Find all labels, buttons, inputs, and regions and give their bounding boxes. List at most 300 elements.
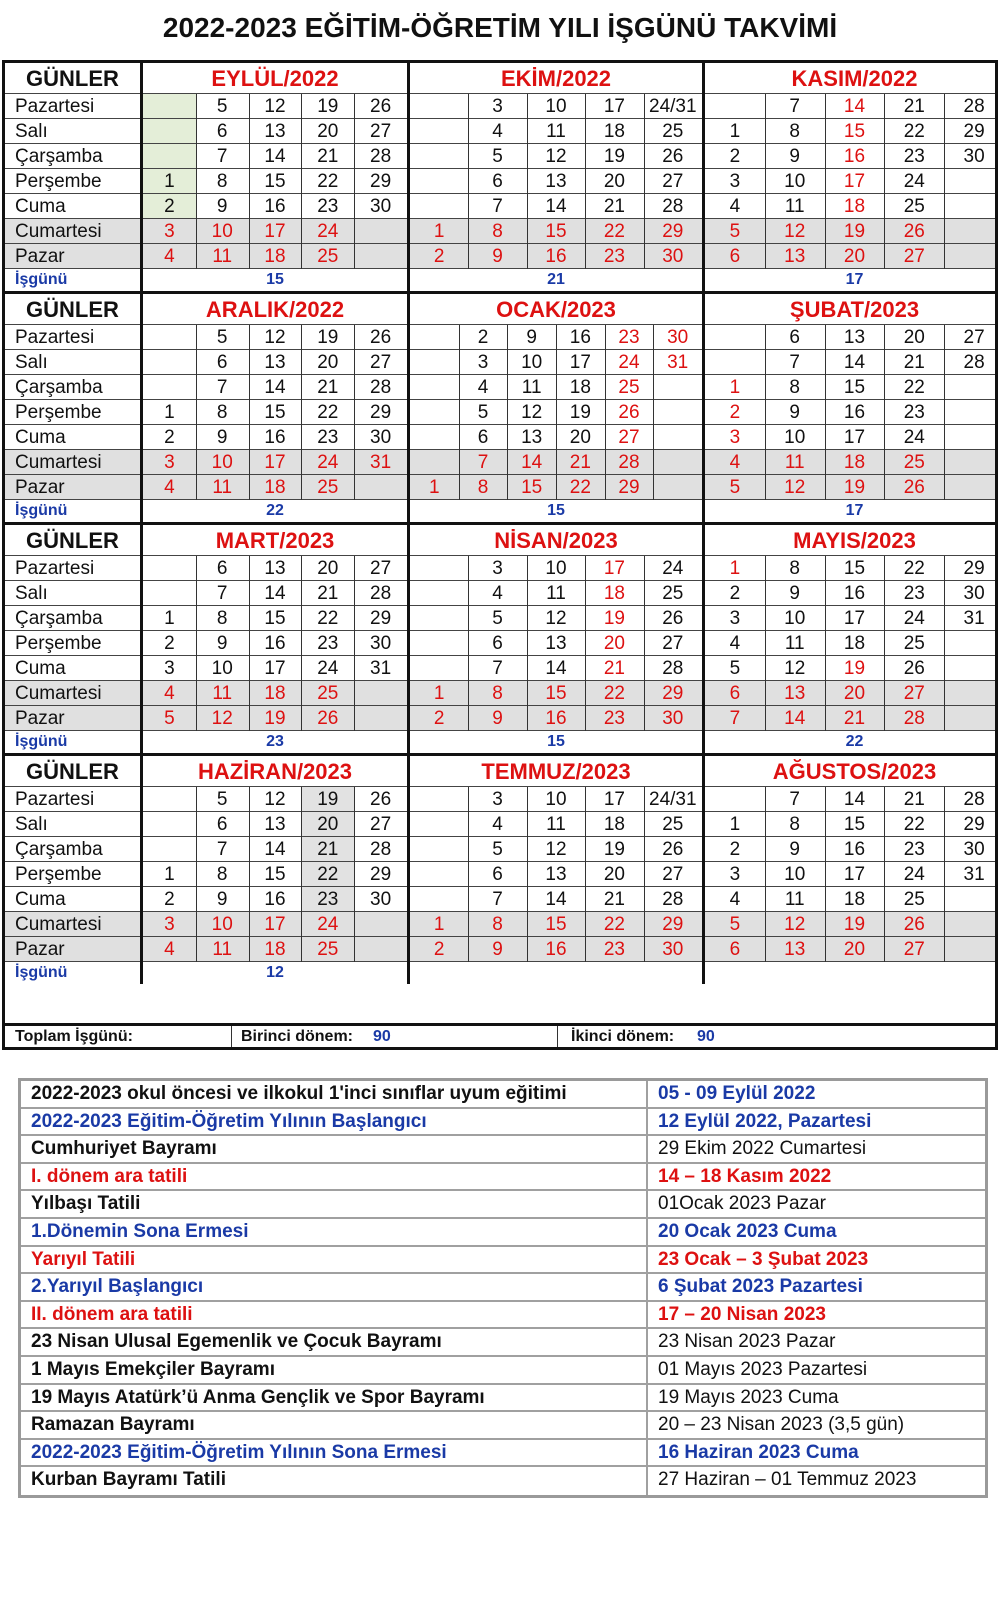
day-cell: 20 [317, 121, 339, 142]
grid-line [249, 94, 250, 269]
day-cell: 23 [603, 939, 625, 960]
day-row [5, 862, 995, 887]
day-cell [410, 862, 468, 887]
isgunu-label: İşgünü [15, 964, 68, 981]
day-name: Perşembe [15, 402, 102, 423]
day-cell: 3 [729, 171, 741, 192]
grid-line [301, 787, 302, 962]
grid-line [585, 94, 586, 269]
day-cell: 11 [546, 583, 566, 604]
day-cell: 17 [843, 171, 866, 192]
day-cell: 28 [370, 377, 392, 398]
day-name: Salı [15, 814, 48, 835]
day-cell: 3 [164, 452, 175, 473]
event-row [21, 1247, 985, 1275]
day-name: Pazar [15, 939, 65, 960]
grid-line [944, 556, 945, 731]
event-name: 23 Nisan Ulusal Egemenlik ve Çocuk Bayramı [31, 1331, 442, 1353]
day-cell: 20 [843, 939, 866, 960]
day-cell: 1 [729, 121, 741, 142]
day-cell [354, 475, 407, 500]
day-cell: 28 [662, 658, 684, 679]
day-cell: 24 [662, 558, 684, 579]
day-cell: 27 [662, 864, 684, 885]
day-cell: 10 [211, 658, 233, 679]
day-cell: 6 [216, 121, 228, 142]
grid-line [944, 787, 945, 962]
day-cell: 3 [492, 96, 503, 117]
day-cell: 12 [784, 658, 806, 679]
day-cell: 25 [317, 939, 339, 960]
day-cell: 13 [545, 864, 567, 885]
day-cell: 29 [963, 121, 985, 142]
block-header-row [5, 525, 995, 556]
grid-line [5, 268, 995, 269]
isgunu-value: 15 [266, 271, 284, 288]
day-name: Cuma [15, 196, 66, 217]
day-cell: 24 [618, 352, 640, 373]
grid-line [301, 325, 302, 500]
grid-line [5, 786, 995, 787]
day-cell: 10 [784, 608, 806, 629]
day-cell: 4 [729, 196, 741, 217]
day-cell [944, 656, 998, 681]
day-name: Çarşamba [15, 146, 103, 167]
isgunu-value: 15 [547, 502, 565, 519]
day-cell: 3 [492, 789, 503, 810]
isgunu-row [5, 500, 995, 522]
day-cell: 7 [216, 583, 228, 604]
day-name: Pazartesi [15, 327, 95, 348]
day-cell: 27 [662, 633, 684, 654]
day-cell: 26 [903, 914, 925, 935]
day-cell: 28 [903, 708, 925, 729]
day-cell: 26 [370, 789, 392, 810]
day-cell: 6 [492, 633, 503, 654]
day-cell: 29 [963, 558, 985, 579]
grid-line [5, 374, 995, 375]
grid-line [407, 525, 410, 753]
day-cell: 23 [903, 402, 925, 423]
events-table [18, 1078, 988, 1498]
day-name: Cumartesi [15, 683, 102, 704]
day-cell: 18 [603, 814, 625, 835]
day-cell: 11 [784, 196, 805, 217]
grid-line [644, 556, 645, 731]
day-cell: 31 [963, 608, 985, 629]
day-cell [653, 425, 702, 450]
day-cell: 16 [264, 427, 286, 448]
event-date: 29 Ekim 2022 Cumartesi [646, 1136, 986, 1162]
first-term-value: 90 [373, 1028, 391, 1045]
day-cell [143, 581, 196, 606]
day-cell [143, 812, 196, 837]
day-row [5, 219, 995, 244]
isgunu-label: İşgünü [15, 733, 68, 750]
day-row [5, 244, 995, 269]
day-cell: 12 [784, 221, 806, 242]
day-cell: 2 [729, 146, 741, 167]
day-cell: 4 [477, 377, 489, 398]
day-cell: 28 [963, 96, 985, 117]
grid-line [5, 474, 995, 475]
event-date: 01Ocak 2023 Pazar [646, 1191, 986, 1217]
grid-line [249, 787, 250, 962]
day-cell: 6 [492, 171, 503, 192]
day-cell: 28 [370, 146, 392, 167]
day-name: Cumartesi [15, 221, 102, 242]
day-cell: 16 [545, 708, 567, 729]
day-cell: 28 [662, 889, 684, 910]
grid-line [5, 961, 995, 962]
day-cell: 8 [789, 558, 800, 579]
day-cell: 25 [317, 477, 339, 498]
day-cell: 13 [264, 558, 286, 579]
day-cell: 15 [843, 814, 866, 835]
event-row [21, 1412, 985, 1440]
day-cell: 26 [370, 96, 392, 117]
day-cell [705, 325, 765, 350]
event-date: 23 Nisan 2023 Pazar [646, 1329, 986, 1355]
day-cell: 3 [729, 427, 741, 448]
day-cell: 5 [477, 402, 489, 423]
grid-line [5, 93, 995, 94]
isgunu-label: İşgünü [15, 271, 68, 288]
grid-line [527, 787, 528, 962]
day-cell [354, 681, 407, 706]
grid-line [5, 680, 995, 681]
day-cell: 20 [603, 864, 625, 885]
grid-line [527, 556, 528, 731]
day-cell: 15 [545, 221, 567, 242]
day-cell: 7 [789, 352, 800, 373]
day-cell: 12 [264, 327, 286, 348]
day-cell: 11 [212, 683, 233, 704]
grid-line [765, 325, 766, 500]
day-cell: 9 [492, 246, 503, 267]
grid-line [5, 143, 995, 144]
day-cell: 25 [317, 246, 339, 267]
day-cell: 7 [492, 658, 503, 679]
day-cell: 17 [603, 96, 625, 117]
day-cell: 31 [963, 864, 985, 885]
day-cell: 5 [164, 708, 175, 729]
event-row [21, 1274, 985, 1302]
day-cell: 9 [216, 427, 228, 448]
day-cell: 6 [729, 939, 741, 960]
day-cell: 27 [662, 171, 684, 192]
day-cell: 19 [603, 146, 625, 167]
day-cell: 4 [492, 121, 503, 142]
day-cell: 9 [789, 402, 800, 423]
day-cell: 6 [216, 814, 228, 835]
second-term-label: İkinci dönem: [571, 1028, 675, 1045]
grid-line [468, 556, 469, 731]
day-cell: 8 [492, 221, 503, 242]
event-date: 05 - 09 Eylül 2022 [646, 1081, 986, 1107]
day-cell: 14 [843, 96, 866, 117]
day-cell: 12 [211, 708, 233, 729]
day-cell: 18 [843, 889, 866, 910]
day-cell: 18 [264, 683, 286, 704]
day-cell: 17 [264, 452, 286, 473]
day-cell: 13 [521, 427, 543, 448]
isgunu-value: 21 [547, 271, 565, 288]
day-cell: 20 [317, 352, 339, 373]
day-cell [410, 400, 459, 425]
day-row [5, 450, 995, 475]
day-cell: 21 [903, 352, 925, 373]
grid-line [702, 525, 705, 753]
day-cell: 23 [903, 583, 925, 604]
grid-line [825, 325, 826, 500]
day-name: Perşembe [15, 864, 102, 885]
grid-line [5, 655, 995, 656]
calendar-block [5, 63, 995, 291]
day-cell: 21 [569, 452, 591, 473]
day-cell: 22 [317, 171, 339, 192]
event-row [21, 1164, 985, 1192]
day-cell: 26 [903, 658, 925, 679]
day-cell: 16 [569, 327, 591, 348]
day-cell: 3 [477, 352, 489, 373]
day-cell: 6 [216, 352, 228, 373]
day-cell: 26 [662, 839, 684, 860]
event-date: 17 – 20 Nisan 2023 [646, 1302, 986, 1328]
day-name: Perşembe [15, 171, 102, 192]
day-cell: 18 [843, 196, 866, 217]
day-cell: 27 [963, 327, 985, 348]
day-cell: 11 [784, 452, 805, 473]
month-title: NİSAN/2023 [494, 528, 618, 553]
day-cell: 10 [545, 96, 567, 117]
day-cell: 29 [370, 864, 392, 885]
day-row [5, 581, 995, 606]
day-cell: 30 [963, 583, 985, 604]
day-row [5, 606, 995, 631]
day-cell: 4 [164, 246, 175, 267]
day-cell: 5 [729, 914, 741, 935]
day-cell [410, 581, 468, 606]
grid-line [5, 218, 995, 219]
day-cell: 7 [729, 708, 741, 729]
day-cell: 23 [903, 839, 925, 860]
day-cell: 30 [963, 146, 985, 167]
day-cell: 29 [370, 171, 392, 192]
event-date: 01 Mayıs 2023 Pazartesi [646, 1357, 986, 1383]
calendar-block [5, 294, 995, 522]
grid-line [605, 325, 606, 500]
event-name: 2022-2023 Eğitim-Öğretim Yılının Başlangıcı [31, 1110, 427, 1132]
day-cell: 28 [662, 196, 684, 217]
day-cell: 5 [216, 327, 228, 348]
event-date: 19 Mayıs 2023 Cuma [646, 1385, 986, 1411]
event-row [21, 1219, 985, 1247]
day-cell: 16 [264, 889, 286, 910]
day-cell: 24 [903, 608, 925, 629]
page-title: 2022-2023 EĞİTİM-ÖĞRETİM YILI İŞGÜNÜ TAKVİMİ [162, 12, 838, 43]
day-cell: 14 [264, 377, 286, 398]
day-name: Cuma [15, 427, 66, 448]
day-cell: 20 [843, 683, 866, 704]
day-row [5, 350, 995, 375]
day-cell: 14 [264, 146, 286, 167]
day-cell: 12 [545, 608, 567, 629]
month-title: KASIM/2022 [791, 66, 918, 91]
day-cell [354, 219, 407, 244]
event-row [21, 1385, 985, 1413]
day-cell: 28 [370, 839, 392, 860]
day-cell: 10 [545, 789, 567, 810]
day-cell: 21 [603, 889, 625, 910]
day-name: Cumartesi [15, 452, 102, 473]
day-cell: 26 [903, 477, 925, 498]
grid-line [468, 94, 469, 269]
day-cell [410, 194, 468, 219]
day-cell: 2 [164, 633, 175, 654]
day-cell: 30 [662, 939, 684, 960]
total-label: Toplam İşgünü: [15, 1028, 133, 1045]
day-cell: 29 [662, 683, 684, 704]
day-cell: 9 [216, 633, 228, 654]
day-cell: 4 [492, 814, 503, 835]
day-cell [410, 656, 468, 681]
day-cell: 20 [903, 327, 925, 348]
day-cell: 23 [618, 327, 640, 348]
event-date: 23 Ocak – 3 Şubat 2023 [646, 1247, 986, 1273]
day-cell: 15 [545, 683, 567, 704]
day-row [5, 681, 995, 706]
grid-line [825, 94, 826, 269]
day-cell: 7 [492, 196, 503, 217]
day-cell: 9 [789, 583, 800, 604]
grid-line [140, 294, 143, 522]
day-cell: 9 [216, 196, 228, 217]
event-name: 1.Dönemin Sona Ermesi [31, 1220, 249, 1242]
day-name: Pazar [15, 477, 65, 498]
day-cell: 10 [545, 558, 567, 579]
event-date: 6 Şubat 2023 Pazartesi [646, 1274, 986, 1300]
day-name: Cuma [15, 889, 66, 910]
day-cell [410, 119, 468, 144]
day-cell: 21 [317, 146, 339, 167]
grid-line [5, 349, 995, 350]
day-cell: 12 [264, 96, 286, 117]
day-cell [944, 631, 998, 656]
event-name: Ramazan Bayramı [31, 1414, 195, 1436]
day-cell: 11 [212, 246, 233, 267]
day-cell [944, 169, 998, 194]
grid-line [5, 324, 995, 325]
grid-line [944, 325, 945, 500]
day-cell: 9 [789, 146, 800, 167]
day-cell [944, 887, 998, 912]
day-cell: 16 [264, 633, 286, 654]
day-cell: 19 [843, 658, 866, 679]
day-cell: 16 [843, 839, 866, 860]
day-cell: 24 [903, 427, 925, 448]
day-cell [944, 450, 998, 475]
day-cell: 18 [264, 939, 286, 960]
totals-row [5, 1023, 995, 1047]
day-name: Pazartesi [15, 96, 95, 117]
isgunu-value [705, 962, 998, 984]
day-name: Pazar [15, 708, 65, 729]
grid-line [884, 94, 885, 269]
day-cell: 13 [264, 121, 286, 142]
day-cell: 20 [603, 633, 625, 654]
day-cell [705, 350, 765, 375]
day-cell: 13 [264, 352, 286, 373]
isgunu-value: 17 [845, 271, 864, 288]
day-cell: 8 [216, 171, 228, 192]
grid-line [468, 787, 469, 962]
day-cell: 4 [729, 889, 741, 910]
isgunu-value [410, 962, 702, 984]
day-cell: 22 [603, 221, 625, 242]
day-cell: 6 [789, 327, 800, 348]
isgunu-value: 12 [266, 964, 284, 981]
day-cell: 27 [370, 558, 392, 579]
day-cell: 19 [317, 96, 339, 117]
calendar-block [5, 756, 995, 984]
day-cell: 13 [784, 939, 806, 960]
day-row [5, 169, 995, 194]
day-cell: 15 [843, 558, 866, 579]
day-cell [143, 94, 196, 119]
day-cell: 16 [843, 146, 866, 167]
day-cell: 15 [264, 608, 286, 629]
day-cell: 31 [370, 658, 392, 679]
day-cell: 10 [521, 352, 543, 373]
day-name: Pazartesi [15, 789, 95, 810]
grid-line [5, 555, 995, 556]
day-cell: 30 [963, 839, 985, 860]
day-cell: 24 [317, 452, 339, 473]
day-cell: 24 [317, 658, 339, 679]
day-cell: 26 [662, 146, 684, 167]
day-cell [410, 425, 459, 450]
day-cell [944, 425, 998, 450]
day-cell [944, 475, 998, 500]
month-title: TEMMUZ/2023 [481, 759, 631, 784]
month-title: AĞUSTOS/2023 [772, 759, 937, 784]
day-name: Salı [15, 352, 48, 373]
event-name: Yılbaşı Tatili [31, 1193, 141, 1215]
event-date: 14 – 18 Kasım 2022 [646, 1164, 986, 1190]
day-cell: 22 [603, 914, 625, 935]
day-cell: 27 [903, 939, 925, 960]
day-cell: 27 [618, 427, 640, 448]
day-cell: 24 [317, 221, 339, 242]
day-row [5, 912, 995, 937]
event-name: Cumhuriyet Bayramı [31, 1138, 217, 1160]
day-cell: 7 [789, 96, 800, 117]
event-row [21, 1109, 985, 1137]
day-name: Pazartesi [15, 558, 95, 579]
grid-line [5, 118, 995, 119]
day-cell: 19 [264, 708, 286, 729]
grid-line [407, 294, 410, 522]
day-cell [653, 450, 702, 475]
day-cell: 22 [903, 558, 925, 579]
day-cell: 5 [729, 221, 741, 242]
day-name: Salı [15, 121, 48, 142]
day-cell: 7 [789, 789, 800, 810]
event-row [21, 1081, 985, 1109]
day-cell: 10 [784, 171, 806, 192]
day-cell [944, 219, 998, 244]
